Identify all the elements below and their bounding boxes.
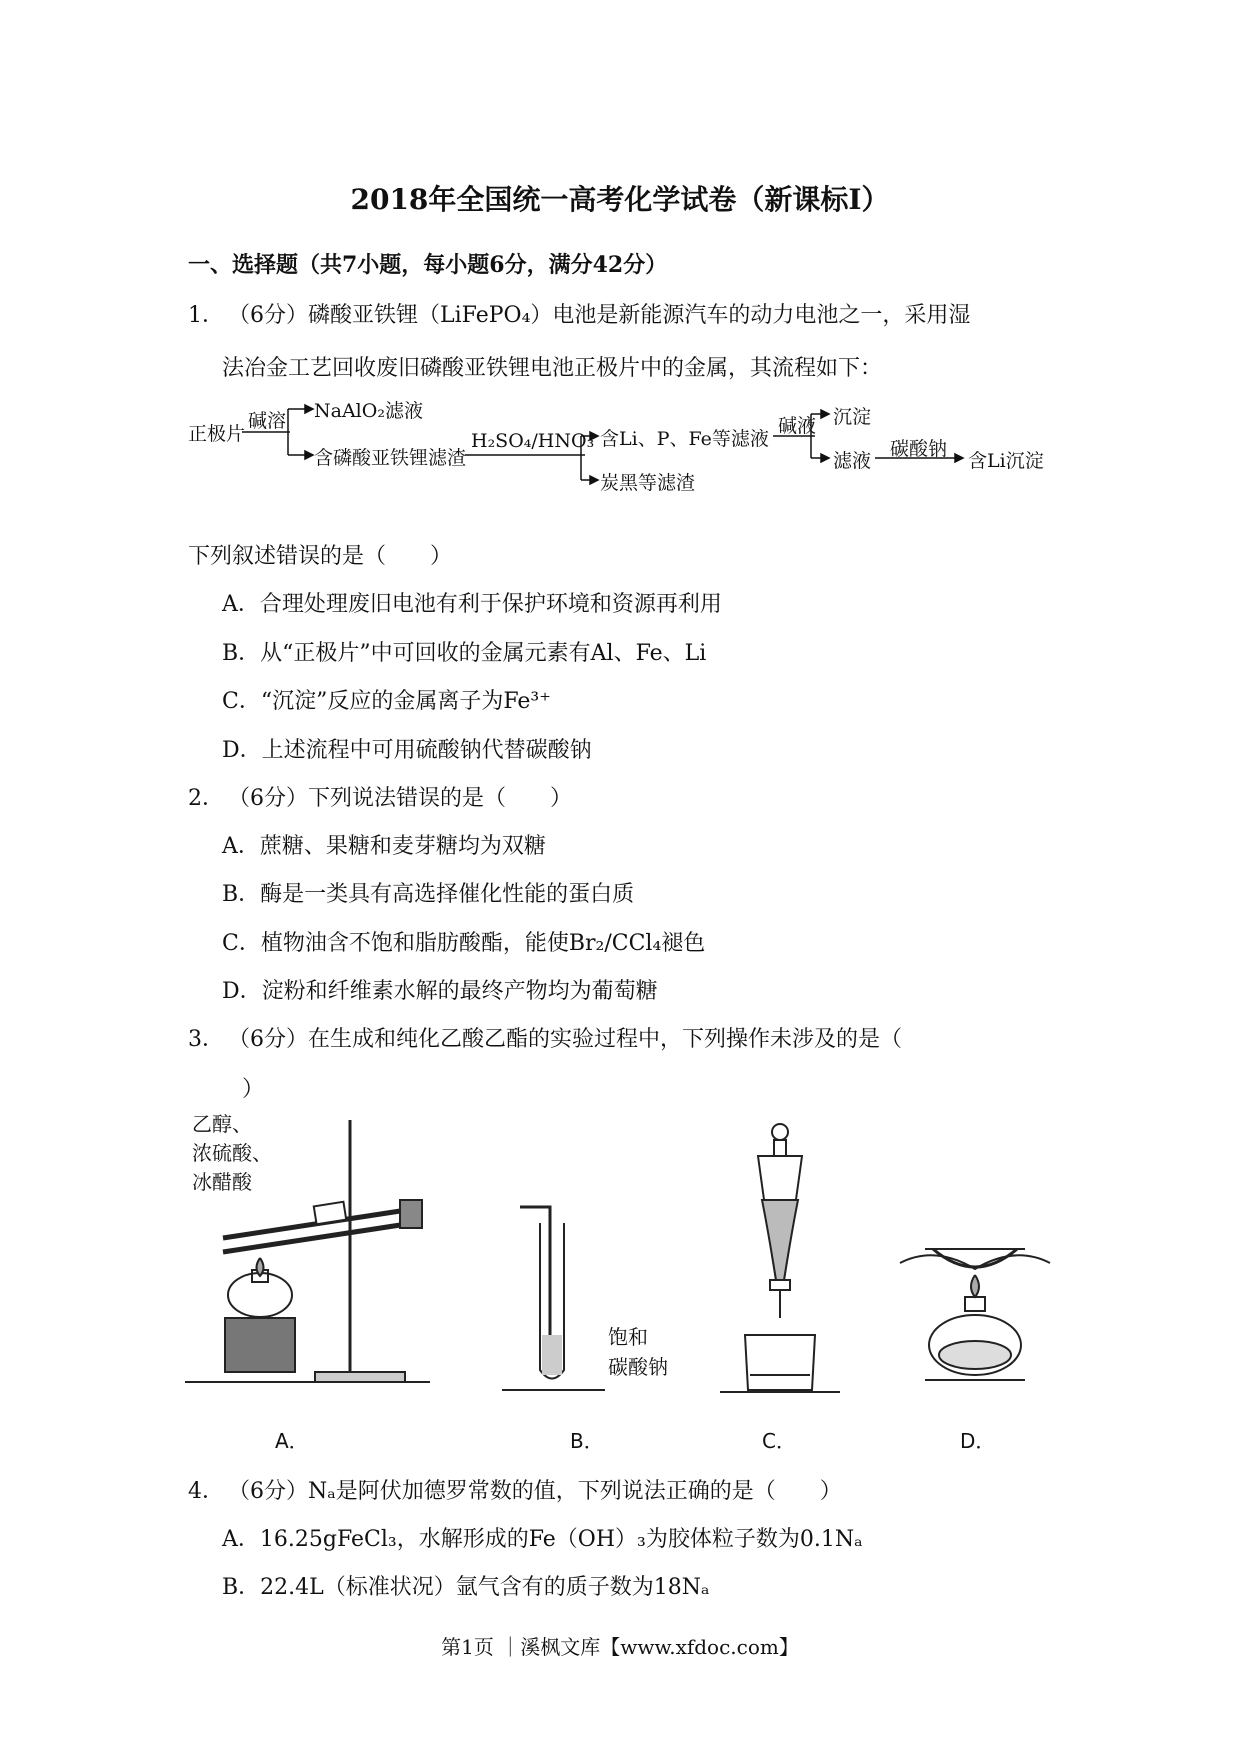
fig-b-text-saturated: 饱和 [608, 1325, 648, 1349]
flow-step-alkali-dissolve: 碱溶 [248, 410, 287, 432]
flow-precipitate: 沉淀 [833, 406, 872, 428]
q1-option-b: B．从“正极片”中可回收的金属元素有Al、Fe、Li [222, 641, 707, 666]
fig-label-c: C． [762, 1429, 796, 1453]
page-title: 2018年全国统一高考化学试卷（新课标Ⅰ） [350, 183, 890, 216]
fig-label-a: A． [275, 1429, 309, 1453]
q2-number: 2． [188, 786, 224, 811]
section-heading: 一、选择题（共7小题，每小题6分，满分42分） [188, 252, 668, 278]
fig-label-b: B． [570, 1429, 604, 1453]
fig-a-text-sulfuric-acid: 浓硫酸、 [192, 1141, 272, 1165]
apparatus-b-test-tube [500, 1205, 610, 1400]
q3-stem-line1: （6分）在生成和纯化乙酸乙酯的实验过程中，下列操作未涉及的是（ [228, 1027, 902, 1052]
fig-a-text-acetic-acid: 冰醋酸 [192, 1170, 252, 1194]
q3-number: 3． [188, 1027, 224, 1052]
apparatus-c-separatory-funnel [720, 1120, 840, 1400]
apparatus-d-evaporating-dish [895, 1235, 1055, 1400]
q2-stem: （6分）下列说法错误的是（ ） [228, 786, 572, 811]
flow-carbon-residue: 炭黑等滤渣 [600, 472, 696, 494]
flow-li-precipitate: 含Li沉淀 [968, 450, 1044, 472]
q1-option-c: C．“沉淀”反应的金属离子为Fe³⁺ [222, 689, 551, 714]
q3-stem-line2: ） [242, 1077, 265, 1102]
q4-number: 4． [188, 1479, 224, 1504]
q4-option-a: A．16.25gFeCl₃，水解形成的Fe（OH）₃为胶体粒子数为0.1Nₐ [222, 1527, 863, 1552]
q2-option-b: B．酶是一类具有高选择催化性能的蛋白质 [222, 882, 635, 907]
flow-lifepo4-residue: 含磷酸亚铁锂滤渣 [314, 447, 467, 469]
q1-stem-line1: （6分）磷酸亚铁锂（LiFePO₄）电池是新能源汽车的动力电池之一，采用湿 [228, 303, 971, 328]
q2-option-d: D．淀粉和纤维素水解的最终产物均为葡萄糖 [222, 979, 658, 1004]
fig-a-label [192, 1110, 272, 1197]
flow-filtrate: 滤液 [833, 450, 872, 472]
q4-stem: （6分）Nₐ是阿伏加德罗常数的值，下列说法正确的是（ ） [228, 1479, 842, 1504]
q4-option-b: B．22.4L（标准状况）氩气含有的质子数为18Nₐ [222, 1575, 710, 1600]
flow-step-acid: H₂SO₄/HNO₃ [471, 430, 595, 452]
flow-start: 正极片 [188, 423, 246, 445]
q1-option-a: A．合理处理废旧电池有利于保护环境和资源再利用 [222, 592, 722, 617]
fig-b-text-sodium-carbonate: 碳酸钠 [608, 1355, 668, 1379]
flow-step-sodium-carbonate: 碳酸钠 [890, 438, 948, 460]
flow-naalo2-filtrate: NaAlO₂滤液 [314, 400, 423, 422]
fig-a-text-ethanol: 乙醇、 [192, 1112, 252, 1136]
q1-number: 1． [188, 303, 224, 328]
fig-label-d: D． [960, 1429, 996, 1453]
flow-step-alkali: 碱液 [778, 415, 817, 437]
q1-option-d: D．上述流程中可用硫酸钠代替碳酸钠 [222, 738, 592, 763]
q1-stem-line2: 法冶金工艺回收废旧磷酸亚铁锂电池正极片中的金属，其流程如下： [222, 356, 883, 381]
q1-prompt: 下列叙述错误的是（ ） [188, 544, 453, 569]
flow-li-p-fe-filtrate: 含Li、P、Fe等滤液 [600, 428, 769, 450]
page-footer: 第1页 ｜溪枫文库【www.xfdoc.com】 [441, 1635, 799, 1659]
q2-option-c: C．植物油含不饱和脂肪酸酯，能使Br₂/CCl₄褪色 [222, 931, 706, 956]
q2-option-a: A．蔗糖、果糖和麦芽糖均为双糖 [222, 834, 546, 859]
fig-b-label [608, 1322, 668, 1382]
